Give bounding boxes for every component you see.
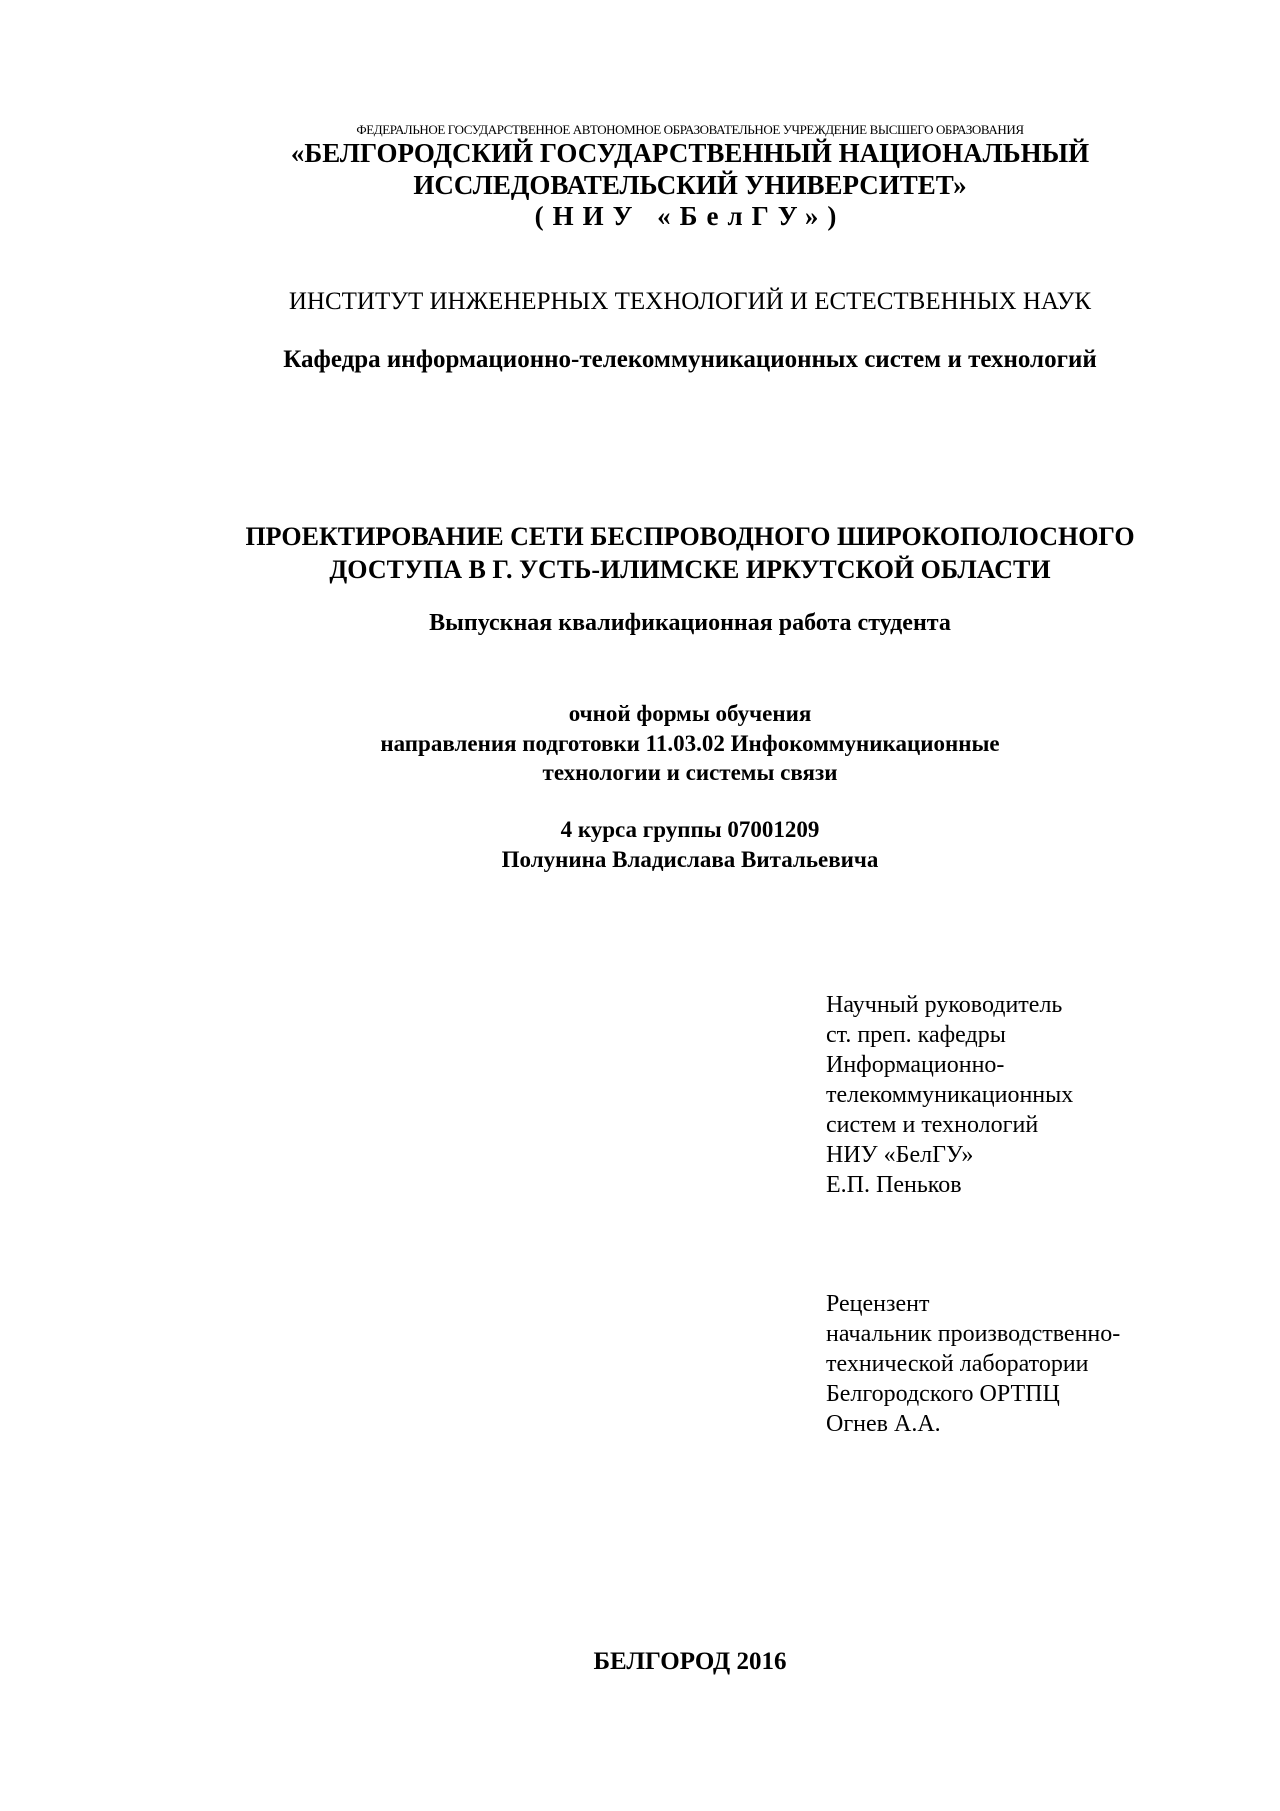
department-name: Кафедра информационно-телекоммуникационных систем и технологий — [283, 346, 1097, 373]
study-direction-line-1: направления подготовки 11.03.02 Инфокоммуникационные — [380, 731, 1000, 756]
reviewer-line: Рецензент — [826, 1291, 930, 1317]
university-name-line-1: «БЕЛГОРОДСКИЙ ГОСУДАРСТВЕННЫЙ НАЦИОНАЛЬНЫЙ — [290, 138, 1090, 168]
supervisor-line: ст. преп. кафедры — [826, 1022, 1006, 1048]
institute-name: ИНСТИТУТ ИНЖЕНЕРНЫХ ТЕХНОЛОГИЙ И ЕСТЕСТВЕННЫХ НАУК — [288, 288, 1092, 315]
study-form: очной формы обучения — [568, 701, 812, 726]
supervisor-name: Е.П. Пеньков — [826, 1172, 962, 1198]
supervisor-line: НИУ «БелГУ» — [826, 1142, 974, 1168]
student-name: Полунина Владислава Витальевича — [501, 847, 879, 872]
university-name-line-2: ИССЛЕДОВАТЕЛЬСКИЙ УНИВЕРСИТЕТ» — [413, 170, 967, 200]
supervisor-line: телекоммуникационных — [826, 1082, 1074, 1108]
reviewer-line: технической лаборатории — [826, 1351, 1089, 1377]
reviewer-line: Белгородского ОРТПЦ — [826, 1381, 1060, 1407]
city-year: БЕЛГОРОД 2016 — [593, 1648, 787, 1675]
reviewer-block — [826, 1289, 1120, 1439]
institution-type: ФЕДЕРАЛЬНОЕ ГОСУДАРСТВЕННОЕ АВТОНОМНОЕ ОБРАЗОВАТЕЛЬНОЕ УЧРЕЖДЕНИЕ ВЫСШЕГО ОБРАЗОВАНИЯ — [356, 122, 1024, 137]
work-type: Выпускная квалификационная работа студента — [429, 610, 951, 636]
student-course-group: 4 курса группы 07001209 — [560, 817, 820, 842]
supervisor-line: систем и технологий — [826, 1112, 1039, 1138]
reviewer-name: Огнев А.А. — [826, 1411, 941, 1437]
supervisor-line: Информационно- — [826, 1052, 1005, 1078]
thesis-title-line-1: ПРОЕКТИРОВАНИЕ СЕТИ БЕСПРОВОДНОГО ШИРОКОПОЛОСНОГО — [245, 522, 1135, 551]
university-abbreviation: (НИУ «БелГУ») — [534, 201, 846, 231]
study-direction-line-2: технологии и системы связи — [542, 760, 838, 785]
thesis-title-line-2: ДОСТУПА В Г. УСТЬ-ИЛИМСКЕ ИРКУТСКОЙ ОБЛАСТИ — [329, 555, 1051, 584]
reviewer-line: начальник производственно- — [826, 1321, 1121, 1347]
supervisor-line: Научный руководитель — [826, 992, 1063, 1018]
supervisor-block — [826, 990, 1073, 1200]
